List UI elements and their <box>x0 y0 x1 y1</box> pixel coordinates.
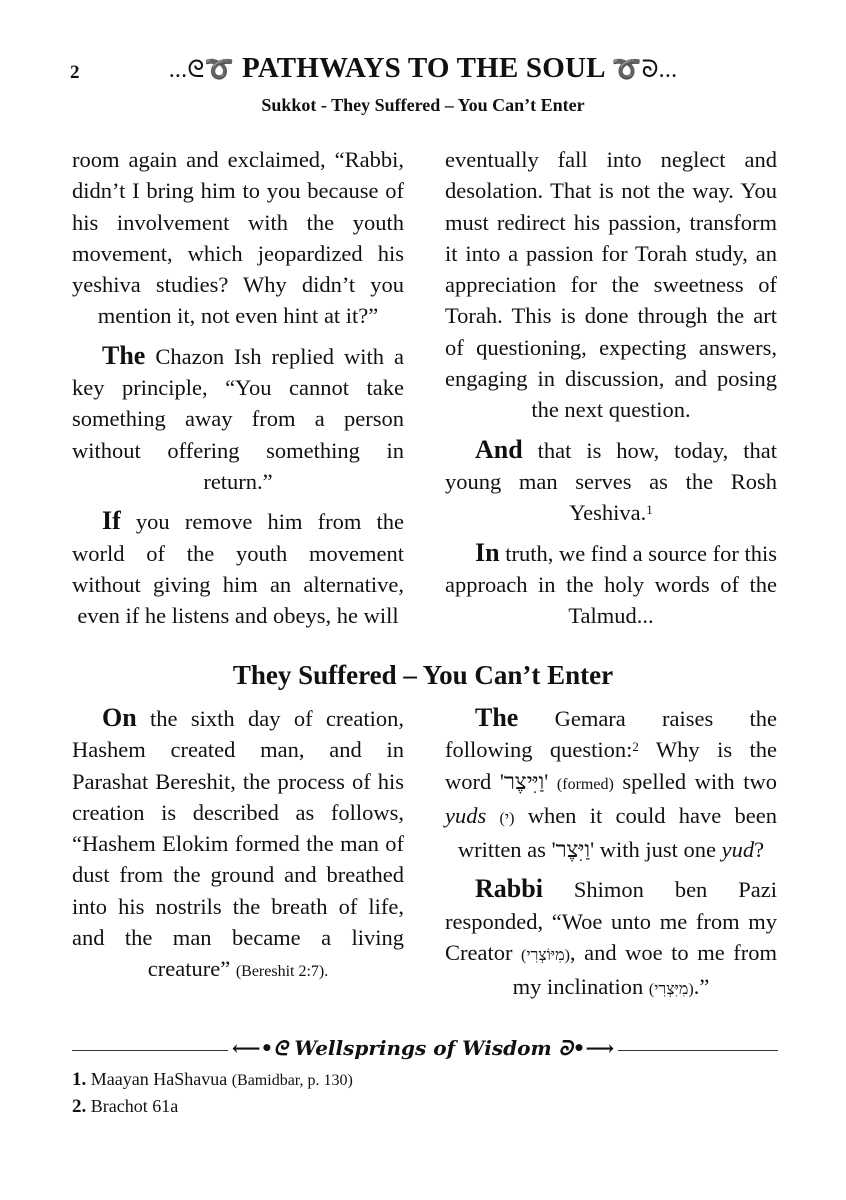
hebrew-word: 'וַיִּצֶר' <box>551 837 595 863</box>
paragraph <box>445 434 777 529</box>
paragraph: eventually fall into neglect and desolation. That is not the way. You must redirect his passion, transform it into a passion for Torah study, an appreciation for the sweetness of Torah. This is done through the art of questioning, expecting answers, engaging in discussion, and posing the next question. <box>445 147 777 423</box>
footnote <box>72 1096 178 1118</box>
gloss: (מִיּוֹצְרִי) <box>521 947 570 965</box>
page-number: 2 <box>70 62 80 83</box>
paragraph-text: the sixth day of creation, Hashem created man, and in Parashat Bereshit, the process of his creation is described as follows, “Hashem Elokim formed the man of dust from the ground and breathed into his nostrils the breath of life, and the man became a living creature” <box>72 706 404 982</box>
section-title: They Suffered – You Can’t Enter <box>232 660 614 690</box>
chapter-subtitle: Sukkot - They Suffered – You Can’t Enter <box>261 95 585 115</box>
text: Gemara raises the following question: <box>445 706 777 763</box>
text: Why is the word <box>445 737 778 794</box>
paragraph: room again and exclaimed, “Rabbi, didn’t I bring him to you because of his involvement with the youth movement, which jeopardized his yeshiva studies? Why didn’t you mention it, not even hint at it?” <box>72 147 404 329</box>
paragraph-text: that is how, today, that young man serves as the Rosh Yeshiva. <box>445 437 777 526</box>
paragraph-text: Chazon Ish replied with a key principle, “You cannot take something away from a person without offering something in return.” <box>72 343 404 494</box>
text: , and woe to me from my inclination <box>512 940 778 1000</box>
text: Shimon ben Pazi responded, “Woe unto me from my Creator <box>445 877 777 966</box>
text: spelled with two <box>613 768 777 794</box>
paragraph-text: you remove him from the world of the youth movement without giving him an alternative, even if he listens and obeys, he will <box>72 509 404 629</box>
ornament-left-icon: ...ᘓ➰ <box>168 57 235 83</box>
paragraph <box>72 340 404 497</box>
lead-word: The <box>475 703 519 732</box>
italic-term: yud <box>721 837 755 863</box>
bottom-right-column <box>445 702 777 1014</box>
italic-term: yuds <box>445 802 487 828</box>
footnote <box>72 1069 353 1091</box>
bottom-left-column <box>72 702 404 996</box>
footer-ornament <box>0 1036 846 1060</box>
text: when it could have been written as <box>457 802 778 863</box>
footnote-ref[interactable]: 1 <box>646 502 653 518</box>
ornament-right-icon: ➰ᘐ... <box>611 57 678 83</box>
ornament-left-icon: ⟵•ᘓ <box>231 1036 288 1060</box>
footer-title: Wellsprings of Wisdom <box>294 1036 552 1060</box>
footnote-detail: (Bamidbar, p. 130) <box>231 1072 353 1089</box>
footnote-number: 1. <box>72 1069 87 1090</box>
gloss: (מִיִּצְרִי) <box>648 981 694 999</box>
running-title-text: PATHWAYS TO THE SOUL <box>241 52 605 84</box>
footnote-text: Brachot 61a <box>86 1096 179 1116</box>
text: with just one <box>594 837 722 863</box>
hebrew-word: 'וַיִּיצֶר' <box>499 768 549 794</box>
lead-word: Rabbi <box>475 874 543 904</box>
footnote-number: 2. <box>72 1096 87 1117</box>
gloss: (י) <box>499 809 515 827</box>
top-right-column <box>445 144 777 639</box>
text: ? <box>754 837 765 863</box>
paragraph <box>445 702 777 865</box>
lead-word: In <box>475 537 500 567</box>
paragraph <box>445 537 777 632</box>
lead-word: And <box>475 434 523 464</box>
footnote-ref[interactable]: 2 <box>632 739 639 755</box>
ornament-right-icon: ᘐ•⟶ <box>558 1036 615 1060</box>
lead-word: If <box>102 506 121 536</box>
paragraph <box>72 702 404 988</box>
footnote-text: Maayan HaShavua <box>86 1069 232 1089</box>
lead-word: On <box>102 703 137 732</box>
top-left-column <box>72 144 404 639</box>
paragraph <box>445 873 777 1005</box>
running-title <box>0 52 846 85</box>
gloss: (formed) <box>556 775 614 793</box>
text: .” <box>693 974 710 1000</box>
lead-word: The <box>102 340 146 370</box>
paragraph-text: truth, we find a source for this approach in the holy words of the Talmud... <box>445 540 778 629</box>
citation: (Bereshit 2:7). <box>235 963 329 981</box>
paragraph <box>72 505 404 631</box>
